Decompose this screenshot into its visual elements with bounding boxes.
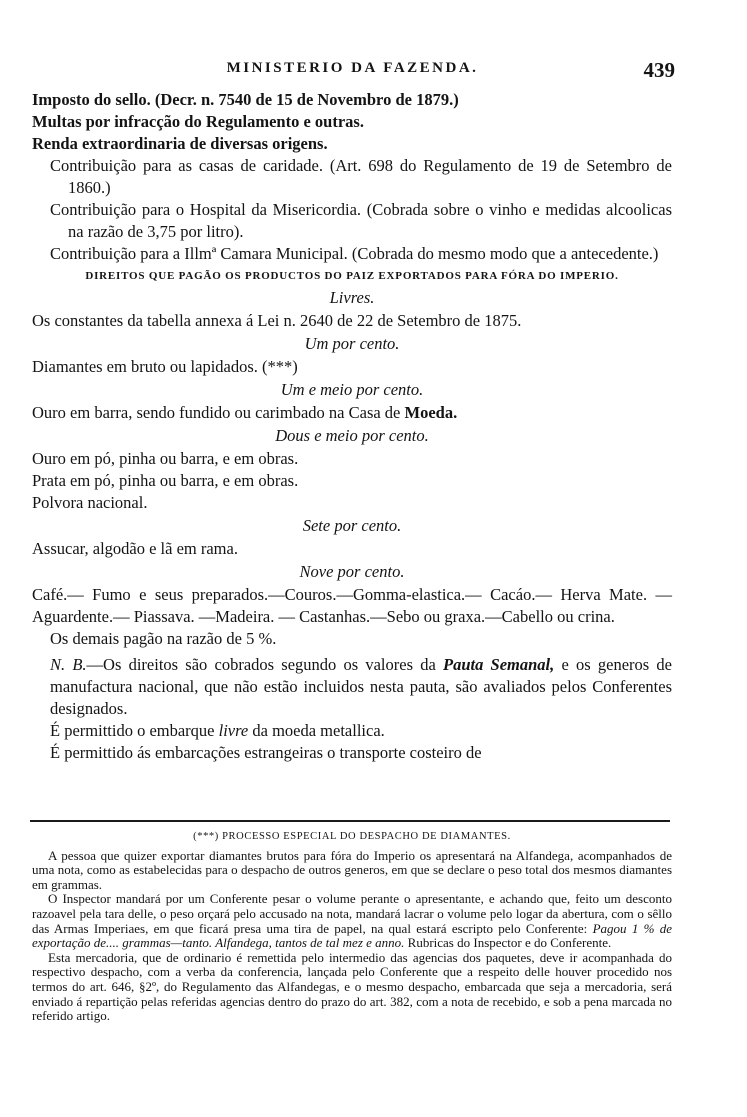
- footnote-p2-text-a: O Inspector mandará por um Conferente pesar o volume perante o apresentante, e achando que, feito um desconto razoavel pela tara delle, o peso orçará pelo accusado na nota, mandará lacrar o volume pelo logar da abertura, com o sêllo das Armas Imperiaes, em que ficará presa uma tira de papel, na qual estará escripto pelo Conferente:: [32, 891, 672, 936]
- nb-label: N. B.: [50, 655, 87, 674]
- subheading-livres: Livres.: [329, 288, 375, 307]
- running-title: MINISTERIO DA FAZENDA.: [226, 60, 479, 76]
- line-embarque-a: É permittido o embarque: [50, 721, 219, 740]
- line-imposto-sello: Imposto do sello. (Decr. n. 7540 de 15 de Novembro de 1879.): [32, 90, 459, 109]
- nb-pauta: Pauta Semanal,: [443, 655, 555, 674]
- subheading-um-e-meio: Um e meio por cento.: [280, 380, 424, 399]
- line-embarque-livre: [32, 720, 672, 742]
- footnote: [32, 830, 672, 1024]
- footnote-p2-inscription: Pagou 1 % de exportação de.... grammas—tanto. Alfandega, tantos de tal mez e anno.: [32, 920, 673, 951]
- line-assucar: Assucar, algodão e lã em rama.: [32, 539, 238, 558]
- subheading-nove: Nove por cento.: [299, 562, 405, 581]
- line-contribuicao-caridade: Contribuição para as casas de caridade. (Art. 698 do Regulamento de 19 de Setembro de 1860.): [50, 156, 672, 197]
- main-text: [32, 89, 672, 764]
- line-multas: Multas por infracção do Regulamento e outras.: [32, 112, 364, 131]
- line-contribuicao-camara: Contribuição para a Illmª Camara Municipal. (Cobrada do mesmo modo que a antecedente.): [50, 244, 659, 263]
- line-ouro-barra-moeda: Moeda.: [404, 403, 458, 422]
- line-ouro-barra: [32, 402, 672, 424]
- line-constantes: Os constantes da tabella annexa á Lei n. 2640 de 22 de Setembro de 1875.: [32, 311, 522, 330]
- line-prata-po: Prata em pó, pinha ou barra, e em obras.: [32, 471, 299, 490]
- footnote-paragraph-2: [32, 892, 672, 950]
- line-renda: Renda extraordinaria de diversas origens.: [32, 134, 328, 153]
- line-demais: Os demais pagão na razão de 5 %.: [50, 629, 277, 648]
- line-embarque-b: da moeda metallica.: [248, 721, 385, 740]
- nb-text-b: e os generos de manufactura nacional, que não estão incluidos nesta pauta, são avaliados pelos Conferentes designados.: [50, 655, 672, 718]
- line-embarque-livre-word: livre: [218, 721, 249, 740]
- line-ouro-po: Ouro em pó, pinha ou barra, e em obras.: [32, 449, 299, 468]
- footnote-paragraph-3: Esta mercadoria, que de ordinario é remettida pelo intermedio das agencias dos paquetes, deve ir acompanhada do respectivo despacho, com a verba da conferencia, lançada pelo Conferente que a respeito delle houver procedido nos termos do art. 646, §2º, do Regulamento das Alfandegas, e o mesmo despacho, embarcada que seja a mercadoria, será enviado á repartição pelas referidas agencias dentro do prazo do art. 382, com a nota de recebido, e sob a pena marcada no referido artigo.: [32, 949, 672, 1024]
- subheading-dous-e-meio: Dous e meio por cento.: [275, 426, 429, 445]
- line-diamantes: Diamantes em bruto ou lapidados. (***): [32, 357, 298, 376]
- line-polvora: Polvora nacional.: [32, 493, 148, 512]
- line-cafe-list: Café.— Fumo e seus preparados.—Couros.—Gomma-elastica.— Cacáo.— Herva Mate. — Aguardente.— Piassava. —Madeira. — Castanhas.—Sebo ou graxa.—Cabello ou crina.: [32, 585, 672, 626]
- footnote-title: (***) PROCESSO ESPECIAL DO DESPACHO DE DIAMANTES.: [193, 831, 511, 842]
- line-ouro-barra-text: Ouro em barra, sendo fundido ou carimbado na Casa de: [32, 403, 405, 422]
- subheading-um-por-cento: Um por cento.: [304, 334, 400, 353]
- line-contribuicao-hospital: Contribuição para o Hospital da Misericordia. (Cobrada sobre o vinho e medidas alcoolicas na razão de 3,75 por litro).: [50, 200, 672, 241]
- nota-bene: [32, 654, 672, 720]
- footnote-p2-text-b: Rubricas do Inspector e do Conferente.: [404, 935, 612, 951]
- footnote-paragraph-1: A pessoa que quizer exportar diamantes brutos para fóra do Imperio os apresentará na Alfandega, acompanhados de uma nota, como as estabelecidas para o despacho de outros generos, em que se declare o peso total dos mesmos diamantes em grammas.: [32, 847, 672, 892]
- line-transporte-costeiro: É permittido ás embarcações estrangeiras o transporte costeiro de: [50, 743, 482, 762]
- footnote-divider: [30, 820, 670, 822]
- subheading-sete: Sete por cento.: [302, 516, 402, 535]
- section-heading-direitos: DIREITOS QUE PAGÃO OS PRODUCTOS DO PAIZ EXPORTADOS PARA FÓRA DO IMPERIO.: [85, 270, 619, 282]
- page-header: [30, 58, 675, 86]
- nb-text-a: —Os direitos são cobrados segundo os valores da: [86, 655, 443, 674]
- page-number: 439: [643, 58, 675, 82]
